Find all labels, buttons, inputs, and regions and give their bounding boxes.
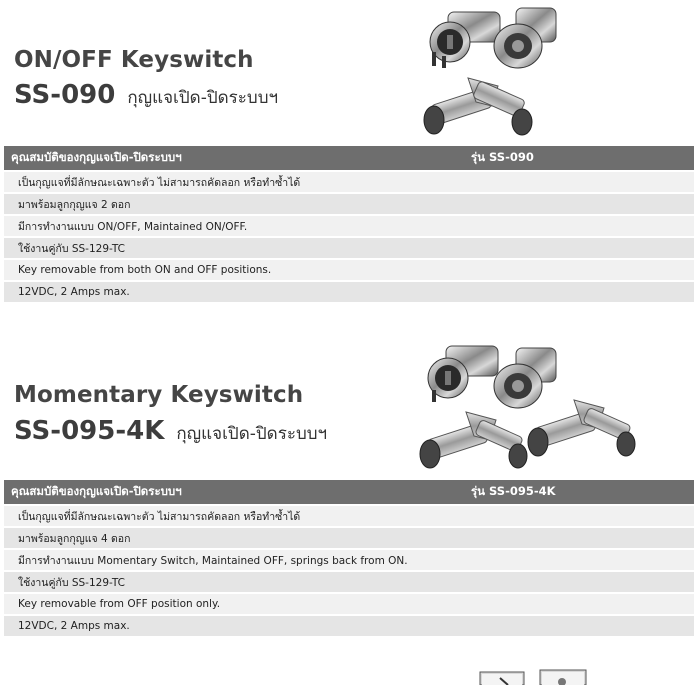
spec-cell: มีการทำงานแบบ ON/OFF, Maintained ON/OFF. <box>4 215 694 237</box>
product-title: Momentary Keyswitch <box>14 382 304 408</box>
spec-cell: 12VDC, 2 Amps max. <box>4 281 694 303</box>
model-header: รุ่น SS-090 <box>471 146 694 171</box>
product-title: ON/OFF Keyswitch <box>14 47 254 73</box>
model-number: SS-090 <box>14 80 116 110</box>
next-product-photo <box>478 666 590 685</box>
spec-table <box>4 146 694 304</box>
spec-cell: มีการทำงานแบบ Momentary Switch, Maintained OFF, springs back from ON. <box>4 549 694 571</box>
spec-cell: Key removable from OFF position only. <box>4 593 694 615</box>
table-row <box>4 615 694 637</box>
table-row <box>4 505 694 527</box>
keyswitch-photo <box>408 334 640 472</box>
table-row <box>4 171 694 193</box>
model-number: SS-095-4K <box>14 416 165 446</box>
table-row <box>4 281 694 303</box>
spec-cell: ใช้งานคู่กับ SS-129-TC <box>4 571 694 593</box>
spec-cell: 12VDC, 2 Amps max. <box>4 615 694 637</box>
spec-cell: ใช้งานคู่กับ SS-129-TC <box>4 237 694 259</box>
spec-header: คุณสมบัติของกุญแจเปิด-ปิดระบบฯ <box>4 480 471 505</box>
spec-cell: เป็นกุญแจที่มีลักษณะเฉพาะตัว ไม่สามารถคัดลอก หรือทำซ้ำได้ <box>4 505 694 527</box>
table-row <box>4 259 694 281</box>
spec-cell: Key removable from both ON and OFF positions. <box>4 259 694 281</box>
spec-cell: เป็นกุญแจที่มีลักษณะเฉพาะตัว ไม่สามารถคัดลอก หรือทำซ้ำได้ <box>4 171 694 193</box>
table-row <box>4 549 694 571</box>
table-row <box>4 527 694 549</box>
model-line <box>14 416 327 447</box>
table-row <box>4 215 694 237</box>
keyswitch-photo <box>408 0 563 140</box>
model-thai-name: กุญแจเปิด-ปิดระบบฯ <box>127 88 279 108</box>
spec-table <box>4 480 694 638</box>
spec-cell: มาพร้อมลูกกุญแจ 4 ดอก <box>4 527 694 549</box>
spec-cell: มาพร้อมลูกกุญแจ 2 ดอก <box>4 193 694 215</box>
model-thai-name: กุญแจเปิด-ปิดระบบฯ <box>176 424 328 444</box>
table-row <box>4 593 694 615</box>
table-row <box>4 571 694 593</box>
model-line <box>14 80 278 111</box>
table-row <box>4 237 694 259</box>
model-header: รุ่น SS-095-4K <box>471 480 694 505</box>
spec-header: คุณสมบัติของกุญแจเปิด-ปิดระบบฯ <box>4 146 471 171</box>
table-row <box>4 193 694 215</box>
